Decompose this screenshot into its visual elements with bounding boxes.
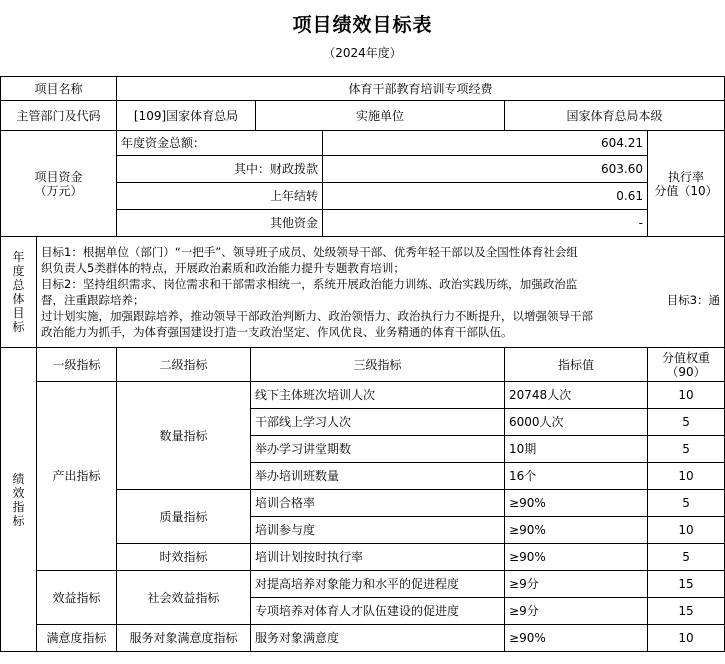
goal-line-right: 目标3：通 (666, 293, 721, 307)
annual-goals-label-char: 体 (12, 292, 25, 306)
group-satisfaction: 满意度指标 (37, 625, 117, 652)
header-weight-line1: 分值权重 (662, 350, 711, 365)
annual-goals-label-char: 年 (12, 250, 25, 264)
performance-indicators-label-char: 效 (12, 485, 25, 500)
indicator-value: ≥90% (505, 490, 648, 517)
goal-line-left: 督，注重跟踪培养； (41, 293, 145, 307)
execution-rate-line1: 执行率 (668, 169, 705, 184)
goal-line: 过计划实施，加强跟踪培养，推动领导干部政治判断力、政治领悟力、政治执行力不断提升，以增强领导干部 (41, 309, 593, 323)
indicator-name: 培训参与度 (251, 517, 505, 544)
annual-goals-label-char: 目 (12, 306, 25, 320)
indicator-value: ≥9分 (505, 571, 648, 598)
indicator-header-row (1, 348, 725, 382)
project-name-row (1, 77, 725, 101)
page-title: 项目绩效目标表 (292, 14, 433, 36)
indicator-weight: 5 (648, 436, 725, 463)
indicator-name: 干部线上学习人次 (251, 409, 505, 436)
indicator-value: 16个 (505, 463, 648, 490)
performance-indicators-label-char: 指 (12, 499, 25, 514)
group-timeliness: 时效指标 (117, 544, 251, 571)
funds-other-label: 其他资金 (117, 210, 323, 237)
indicator-name: 举办培训班数量 (251, 463, 505, 490)
group-social-benefit: 社会效益指标 (117, 571, 251, 625)
group-benefit: 效益指标 (37, 571, 117, 625)
indicator-weight: 5 (648, 409, 725, 436)
header-value: 指标值 (505, 348, 648, 382)
execution-rate-cell (648, 131, 725, 237)
project-name-label: 项目名称 (1, 77, 117, 101)
header-level2: 二级指标 (117, 348, 251, 382)
group-output: 产出指标 (37, 382, 117, 571)
indicator-value: 6000人次 (505, 409, 648, 436)
indicator-name: 培训计划按时执行率 (251, 544, 505, 571)
group-quantity: 数量指标 (117, 382, 251, 490)
indicator-weight: 10 (648, 382, 725, 409)
annual-goals-label-char: 度 (12, 264, 25, 278)
indicator-name: 举办学习讲堂期数 (251, 436, 505, 463)
performance-goal-table (0, 76, 725, 652)
performance-indicators-label-char: 标 (12, 513, 25, 528)
goal-line: 目标1：根据单位（部门）“一把手”、领导班子成员、处级领导干部、优秀年轻干部以及全国性体育社会组 (41, 245, 578, 259)
goal-line (41, 292, 720, 308)
project-name-value: 体育干部教育培训专项经费 (117, 77, 725, 101)
funds-row-total (1, 131, 725, 156)
department-label: 主管部门及代码 (1, 101, 117, 131)
funds-label-line1: 项目资金 (34, 169, 83, 184)
implementing-unit-label: 实施单位 (256, 101, 505, 131)
indicator-weight: 15 (648, 598, 725, 625)
indicator-name: 线下主体班次培训人次 (251, 382, 505, 409)
execution-rate-line2: 分值（10） (654, 183, 718, 198)
group-service-satisfaction: 服务对象满意度指标 (117, 625, 251, 652)
funds-carryover-label: 上年结转 (117, 183, 323, 210)
annual-goals-label-char: 总 (12, 278, 25, 292)
goal-line: 政治能力为抓手，为体育强国建设打造一支政治坚定、作风优良、业务精通的体育干部队伍。 (41, 325, 513, 339)
indicator-weight: 5 (648, 490, 725, 517)
funds-fiscal-value: 603.60 (323, 156, 648, 183)
goal-line: 目标2：坚持组织需求、岗位需求和干部需求相统一，系统开展政治能力训练、政治实践历练，加强政治监 (41, 277, 578, 291)
department-value: [109]国家体育总局 (117, 101, 256, 131)
indicator-value: 10期 (505, 436, 648, 463)
indicator-name: 培训合格率 (251, 490, 505, 517)
header-weight-line2: （90） (666, 364, 706, 379)
indicator-value: 20748人次 (505, 382, 648, 409)
goal-line: 织负责人5类群体的特点，开展政治素质和政治能力提升专题教育培训； (41, 261, 405, 275)
funds-total-value: 604.21 (323, 131, 648, 156)
table-row (1, 625, 725, 652)
funds-fiscal-label: 其中：财政拨款 (117, 156, 323, 183)
funds-label (1, 131, 117, 237)
annual-goals-label-char: 标 (12, 320, 25, 334)
department-row (1, 101, 725, 131)
funds-carryover-value: 0.61 (323, 183, 648, 210)
table-row (1, 571, 725, 598)
group-quality: 质量指标 (117, 490, 251, 544)
indicator-name: 专项培养对体育人才队伍建设的促进度 (251, 598, 505, 625)
indicator-value: ≥9分 (505, 598, 648, 625)
indicator-weight: 10 (648, 463, 725, 490)
indicator-name: 对提高培养对象能力和水平的促进程度 (251, 571, 505, 598)
annual-goals-row (1, 237, 725, 348)
indicator-weight: 15 (648, 571, 725, 598)
implementing-unit-value: 国家体育总局本级 (505, 101, 725, 131)
page-subtitle: （2024年度） (323, 46, 402, 60)
funds-other-value: - (323, 210, 648, 237)
annual-goals-text (37, 237, 725, 348)
funds-label-line2: （万元） (34, 183, 83, 198)
performance-indicators-label (1, 348, 37, 652)
indicator-name: 服务对象满意度 (251, 625, 505, 652)
header-level1: 一级指标 (37, 348, 117, 382)
indicator-value: ≥90% (505, 625, 648, 652)
header-level3: 三级指标 (251, 348, 505, 382)
funds-total-label: 年度资金总额： (117, 131, 323, 156)
indicator-value: ≥90% (505, 544, 648, 571)
table-row (1, 382, 725, 409)
performance-indicators-label-char: 绩 (12, 471, 25, 486)
annual-goals-label (1, 237, 37, 348)
indicator-weight: 5 (648, 544, 725, 571)
indicator-weight: 10 (648, 625, 725, 652)
indicator-weight: 10 (648, 517, 725, 544)
indicator-value: ≥90% (505, 517, 648, 544)
header-weight (648, 348, 725, 382)
